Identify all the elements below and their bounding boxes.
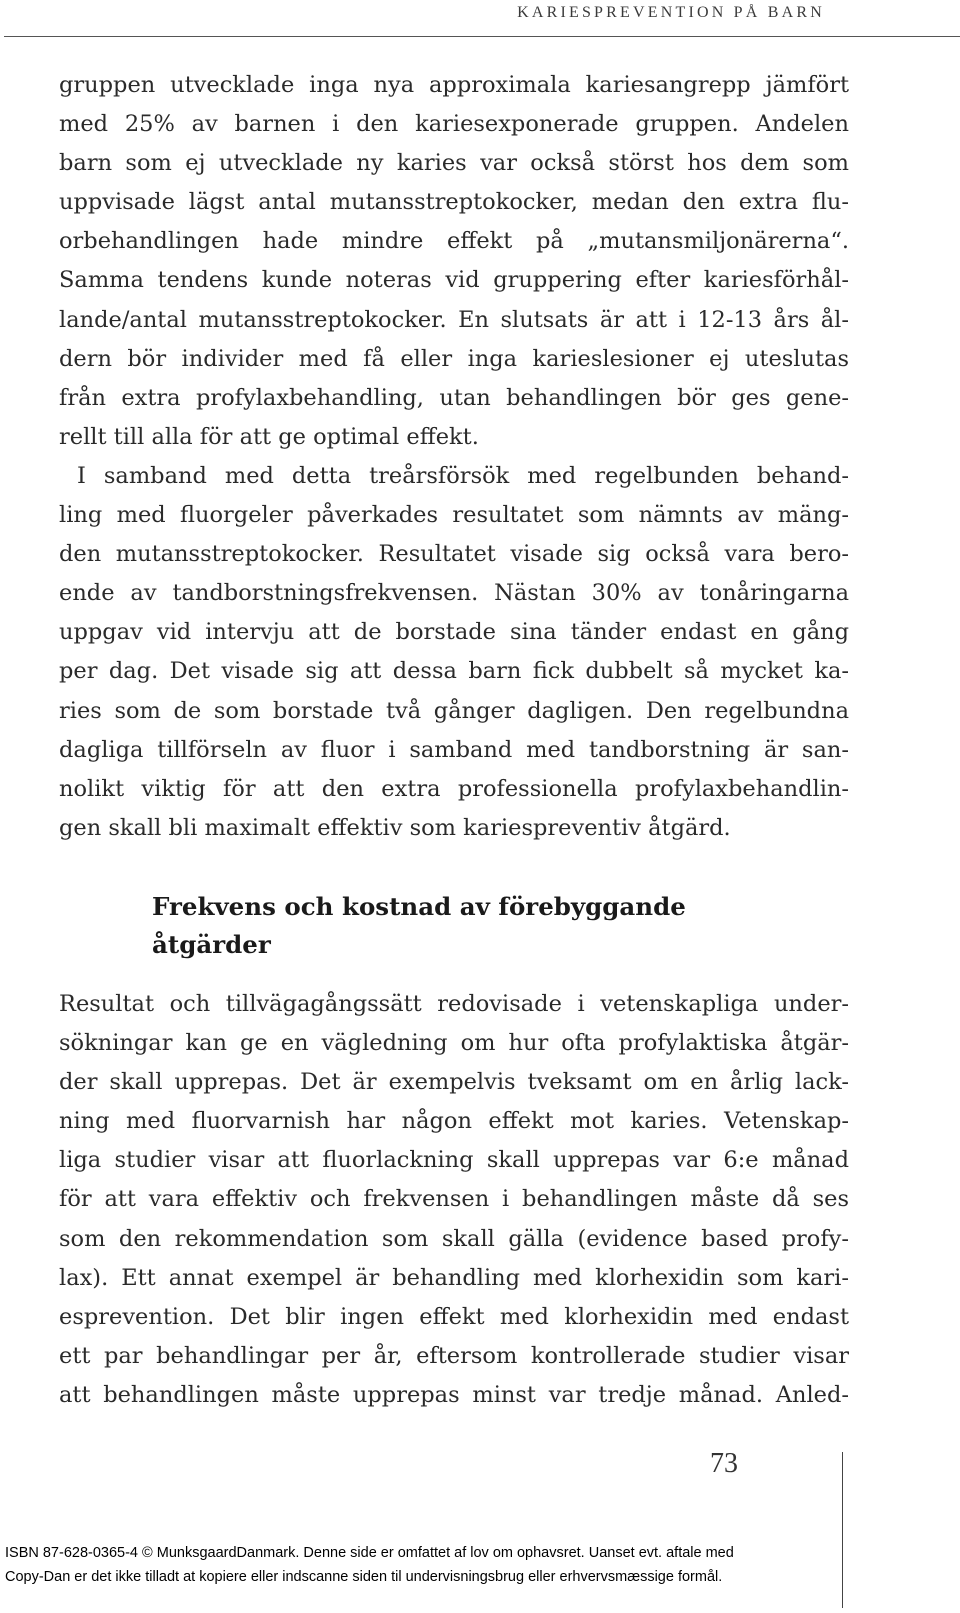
text-line: Samma tendens kunde noteras vid gruppering efter kariesförhål- [59,267,849,294]
text-line: den mutansstreptokocker. Resultatet visade sig också vara bero- [59,541,849,568]
text-line: liga studier visar att fluorlackning skall upprepas var 6:e månad [59,1147,849,1174]
text-line: som den rekommendation som skall gälla (evidence based profy- [59,1225,849,1252]
text-line: för att vara effektiv och frekvensen i behandlingen måste då ses [59,1186,849,1213]
text-line: ries som de som borstade två gånger dagligen. Den regelbundna [59,697,849,724]
text-line: gruppen utvecklade inga nya approximala kariesangrepp jämfört [59,72,849,98]
text-line: uppvisade lägst antal mutansstreptokocker, medan den extra flu- [59,189,849,216]
copyright-line: ISBN 87-628-0365-4 © MunksgaardDanmark. Denne side er omfattet af lov om ophavsret. Uanset evt. aftale med [5,1545,734,1561]
text-line: esprevention. Det blir ingen effekt med klorhexidin med endast [59,1303,849,1330]
text-line: der skall upprepas. Det är exempelvis tveksamt om en årlig lack- [59,1069,849,1096]
text-line: ling med fluorgeler påverkades resultatet som nämnts av mäng- [59,502,849,529]
text-line: per dag. Det visade sig att dessa barn fick dubbelt så mycket ka- [59,658,849,685]
header-rule [4,36,960,37]
copyright-notice [5,1541,865,1589]
text-line: Resultat och tillvägagångssätt redovisade i vetenskapliga under- [59,991,849,1017]
text-line: barn som ej utvecklade ny karies var också störst hos dem som [59,150,849,177]
text-line: med 25% av barnen i den kariesexponerade gruppen. Andelen [59,111,849,138]
text-line: dagliga tillförseln av fluor i samband med tandborstning är san- [59,736,849,763]
text-line: från extra profylaxbehandling, utan behandlingen bör ges gene- [59,384,849,411]
body-text-block-1 [59,66,849,848]
section-heading-line: Frekvens och kostnad av förebyggande [152,892,686,921]
text-line: I samband med detta treårsförsök med regelbunden behand- [77,462,849,489]
body-text-block-2 [59,985,849,1415]
text-line: dern bör individer med få eller inga karieslesioner ej uteslutas [59,345,849,372]
text-line: lande/antal mutansstreptokocker. En slutsats är att i 12-13 års ål- [59,306,849,333]
text-line: rellt till alla för att ge optimal effekt. [59,423,479,450]
text-line: orbehandlingen hade mindre effekt på „mutansmiljonärerna“. [59,228,849,255]
running-head: KARIESPREVENTION PÅ BARN [517,4,825,21]
text-line: lax). Ett annat exempel är behandling med klorhexidin som kari- [59,1264,849,1291]
section-heading-line: åtgärder [152,930,271,959]
text-line: nolikt viktig för att den extra professionella profylaxbehandlin- [59,775,849,802]
section-heading [152,888,772,964]
copyright-line: Copy-Dan er det ikke tilladt at kopiere eller indscanne siden til undervisningsbrug eller erhvervsmæssige formål. [5,1569,723,1585]
page-number: 73 [710,1448,738,1479]
text-line: ende av tandborstningsfrekvensen. Nästan 30% av tonåringarna [59,580,849,607]
text-line: att behandlingen måste upprepas minst var tredje månad. Anled- [59,1381,849,1408]
text-line: ett par behandlingar per år, eftersom kontrollerade studier visar [59,1342,849,1369]
text-line: uppgav vid intervju att de borstade sina tänder endast en gång [59,619,849,646]
text-line: sökningar kan ge en vägledning om hur ofta profylaktiska åtgär- [59,1030,849,1057]
text-line: ning med fluorvarnish har någon effekt mot karies. Vetenskap- [59,1108,849,1135]
text-line: gen skall bli maximalt effektiv som kariespreventiv åtgärd. [59,814,731,841]
